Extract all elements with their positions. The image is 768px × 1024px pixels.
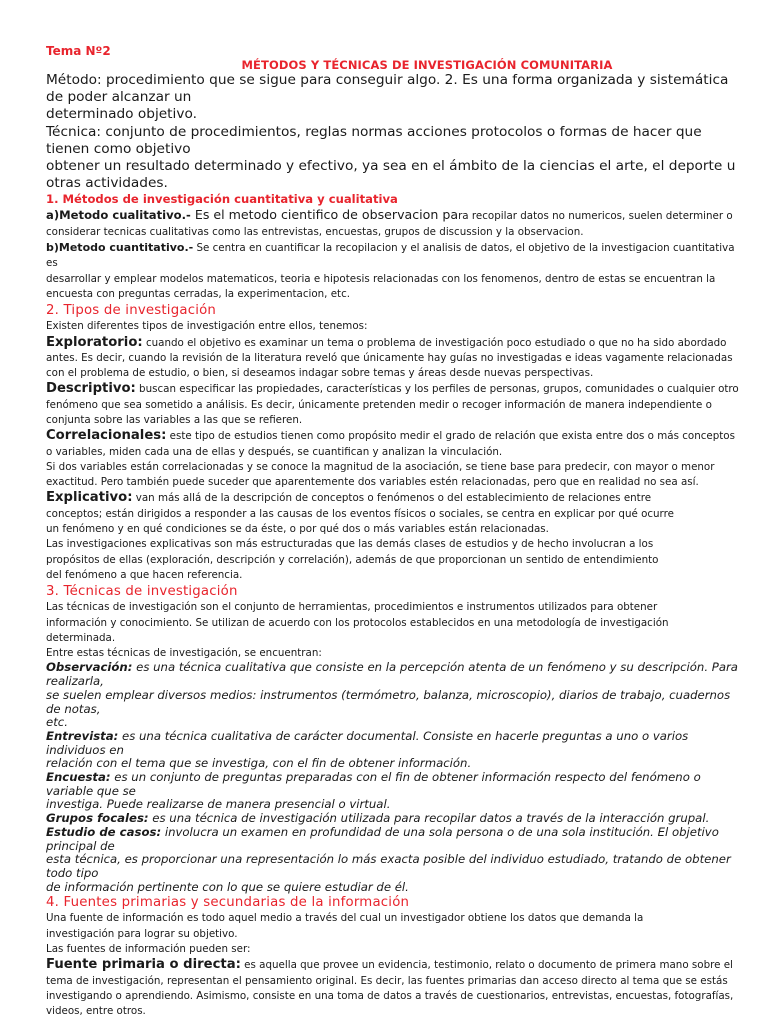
section-2-heading: 2. Tipos de investigación [46, 303, 217, 319]
correlacionales-line-2: o variables, miden cada una de ellas y después, se cuantifican y analizan la vinculación. [46, 445, 503, 458]
section-3 [46, 583, 748, 894]
exploratorio-line-2: antes. Es decir, cuando la revisión de la literatura reveló que únicamente hay guías no investigadas e ideas vagamente relacionadas [46, 351, 733, 364]
tecnica-line-2: obtener un resultado determinado y efectivo, ya sea en el ámbito de la ciencias el arte, el deporte u otras actividades. [46, 158, 736, 192]
fuentes-line-1: Una fuente de información es todo aquel medio a través del cual un investigador obtiene los datos que demanda la [46, 912, 644, 925]
metodo-cualitativo-line-2: considerar tecnicas cualitativas como las entrevistas, encuestas, grupos de discussion y la observacion. [46, 225, 584, 238]
metodo-cuantitativo-text: Se centra en cuantificar la recopilacion y el analisis de datos, el objetivo de la investigacion cuantitativa es [46, 242, 735, 270]
metodo-cualitativo-lead: Es el metodo cientifico de observacion pa [190, 207, 459, 223]
document-title: MÉTODOS Y TÉCNICAS DE INVESTIGACIÓN COMUNITARIA [241, 58, 613, 72]
fuente-primaria-line-3: investigando o aprendiendo. Asimismo, consiste en una toma de datos a través de cuestionarios, entrevistas, encuestas, fotografías, [46, 989, 734, 1002]
descriptivo-line-1 [46, 381, 748, 397]
metodo-cuantitativo-term: b)Metodo cuantitativo.- [46, 241, 194, 255]
exploratorio-text: cuando el objetivo es examinar un tema o problema de investigación poco estudiado o que no ha sido abordado [142, 336, 727, 349]
explicativo-line-6: del fenómeno a que hacen referencia. [46, 568, 243, 581]
section-4 [46, 894, 748, 1019]
correlacionales-line-1 [46, 428, 748, 444]
grupos-focales-term: Grupos focales: [46, 811, 149, 826]
tema-label: Tema Nº2 [46, 44, 111, 58]
descriptivo-line-2: fenómeno que sea sometido a análisis. Es decir, únicamente pretenden medir o recoger información de manera independiente o [46, 398, 712, 411]
tecnicas-line-1: Las técnicas de investigación son el conjunto de herramientas, procedimientos e instrumentos utilizados para obtener [46, 601, 658, 614]
tecnica-line-1: Técnica: conjunto de procedimientos, reglas normas acciones protocolos o formas de hacer que tienen como objetivo [46, 123, 702, 157]
metodo-cualitativo-text: ra recopilar datos no numericos, suelen determiner o [458, 210, 733, 223]
observacion-line-5: etc. [46, 715, 68, 730]
observacion-text: es una técnica cualitativa que consiste en la percepción atenta de un fenómeno y su descripción. Para [132, 660, 738, 675]
encuesta-line-3: investiga. Puede realizarse de manera presencial o virtual. [46, 797, 391, 812]
observacion-line-4: de notas, [46, 701, 101, 716]
metodo-line-2: determinado objetivo. [46, 106, 197, 123]
metodo-cuantitativo-line-1 [46, 240, 748, 272]
tecnicas-line-4: Entre estas técnicas de investigación, se encuentran: [46, 647, 322, 660]
correlacionales-line-4: exactitud. Pero también puede suceder que aparentemente dos variables estén relacionadas, pero que en realidad no sea así. [46, 476, 699, 489]
section-2 [46, 302, 748, 583]
metodo-cualitativo-term: a)Metodo cualitativo.- [46, 208, 191, 223]
fuente-primaria-text: es aquella que provee un evidencia, testimonio, relato o documento de primera mano sobre el [240, 959, 733, 972]
estudio-casos-line-1 [46, 826, 748, 840]
estudio-casos-text: involucra un examen en profundidad de una sola persona o de una sola institución. El objetivo [161, 824, 719, 839]
estudio-casos-term: Estudio de casos: [46, 824, 162, 839]
entrevista-term: Entrevista: [46, 728, 119, 743]
descriptivo-term: Descriptivo: [46, 381, 136, 397]
descriptivo-text: buscan especificar las propiedades, características y los perfiles de personas, grupos, comunidades o cualquier otro [135, 383, 739, 396]
tipos-intro: Existen diferentes tipos de investigación entre ellos, tenemos: [46, 320, 368, 333]
explicativo-line-5: propósitos de ellas (exploración, descripción y correlación), además de que proporcionan un sentido de entendimiento [46, 553, 659, 566]
observacion-line-3: se suelen emplear diversos medios: instrumentos (termómetro, balanza, microscopio), diarios de trabajo, cuadernos [46, 687, 731, 702]
explicativo-term: Explicativo: [46, 490, 133, 506]
encuesta-text: es un conjunto de preguntas preparadas con el fin de obtener información respecto del fenómeno o [110, 770, 701, 785]
fuentes-line-2: investigación para lograr su objetivo. [46, 927, 238, 940]
explicativo-line-3: un fenómeno y en qué condiciones se da éste, o por qué dos o más variables están relacionadas. [46, 523, 549, 536]
encuesta-term: Encuesta: [46, 770, 111, 785]
section-1 [46, 192, 748, 302]
tecnicas-line-2: información y conocimiento. Se utilizan de acuerdo con los protocolos establecidos en una metodología de investigación [46, 616, 669, 629]
encuesta-line-1 [46, 771, 748, 785]
estudio-casos-line-5: de información pertinente con lo que se quiere estudiar de él. [46, 879, 409, 894]
fuente-primaria-term: Fuente primaria o directa: [46, 957, 241, 973]
correlacionales-text: este tipo de estudios tienen como propósito medir el grado de relación que exista entre dos o más conceptos [166, 430, 735, 443]
observacion-line-2: realizarla, [46, 674, 104, 689]
entrevista-line-3: relación con el tema que se investiga, con el fin de obtener información. [46, 756, 472, 771]
explicativo-line-1 [46, 490, 748, 506]
descriptivo-line-3: conjunta sobre las variables a las que se refieren. [46, 413, 303, 426]
exploratorio-line-1 [46, 335, 748, 351]
metodo-cualitativo-line-1 [46, 207, 748, 224]
grupos-focales-line-1 [46, 812, 748, 826]
correlacionales-term: Correlacionales: [46, 428, 167, 444]
fuente-primaria-line-1 [46, 957, 748, 973]
explicativo-text: van más allá de la descripción de conceptos o fenómenos o del establecimiento de relaciones entre [132, 492, 652, 505]
intro-section [46, 72, 748, 192]
tecnicas-line-3: determinada. [46, 631, 116, 644]
fuente-primaria-line-4: videos, entre otros. [46, 1005, 146, 1018]
entrevista-text: es una técnica cualitativa de carácter documental. Consiste en hacerle preguntas a uno o varios [118, 728, 689, 743]
fuentes-line-3: Las fuentes de información pueden ser: [46, 942, 251, 955]
metodo-line-1: Método: procedimiento que se sigue para conseguir algo. 2. Es una forma organizada y sistemática de poder alcanzar un [46, 72, 729, 106]
exploratorio-line-3: con el problema de estudio, o bien, si deseamos indagar sobre temas y áreas desde nuevas perspectivas. [46, 367, 594, 380]
entrevista-line-2: individuos en [46, 742, 124, 757]
explicativo-line-4: Las investigaciones explicativas son más estructuradas que las demás clases de estudios y de hecho involucran a los [46, 538, 654, 551]
metodo-cuantitativo-line-2: desarrollar y emplear modelos matematicos, teoria e hipotesis relacionadas con los fenomenos, dentro de estas se encuentran la [46, 272, 716, 285]
exploratorio-term: Exploratorio: [46, 334, 143, 350]
observacion-term: Observación: [46, 660, 133, 675]
fuente-primaria-line-2: tema de investigación, representan el pensamiento original. Es decir, las fuentes primarias dan acceso directo al tema que se estás [46, 974, 728, 987]
metodo-cuantitativo-line-3: encuesta con preguntas cerradas, la experimentacion, etc. [46, 287, 351, 300]
explicativo-line-2: conceptos; están dirigidos a responder a las causas de los eventos físicos o sociales, se centra en explicar por qué ocurre [46, 507, 674, 520]
entrevista-line-1 [46, 730, 748, 744]
section-1-heading: 1. Métodos de investigación cuantitativa y cualitativa [46, 192, 398, 207]
section-4-heading: 4. Fuentes primarias y secundarias de la información [46, 895, 410, 911]
grupos-focales-text: es una técnica de investigación utilizada para recopilar datos a través de la interacción grupal. [148, 811, 710, 826]
estudio-casos-line-3: esta técnica, es proporcionar una representación lo más exacta posible del individuo estudiado, tratando de obtener [46, 852, 731, 867]
section-3-heading: 3. Técnicas de investigación [46, 584, 238, 600]
encuesta-line-2: variable que se [46, 783, 136, 798]
observacion-line-1 [46, 661, 748, 675]
estudio-casos-line-2: principal de [46, 838, 115, 853]
correlacionales-line-3: Si dos variables están correlacionadas y se conoce la magnitud de la asociación, se tiene base para predecir, con mayor o menor [46, 460, 715, 473]
estudio-casos-line-4: todo tipo [46, 865, 99, 880]
